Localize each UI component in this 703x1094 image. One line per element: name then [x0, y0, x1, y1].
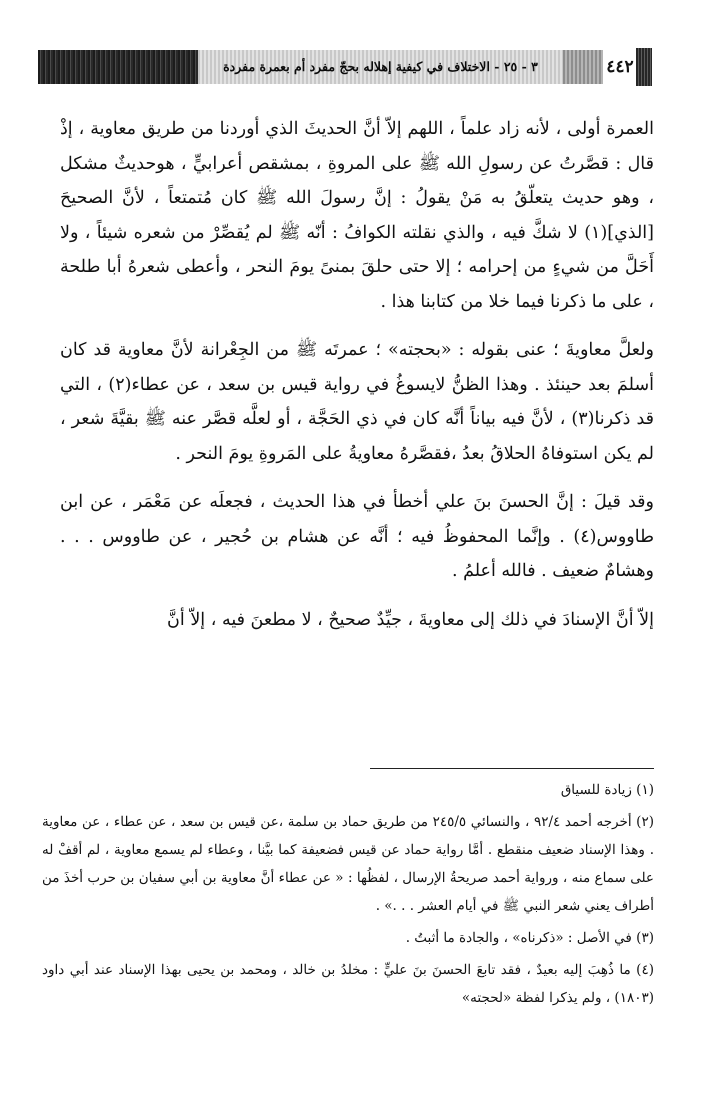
- running-header: [38, 44, 671, 88]
- footnote: (٢) أخرجه أحمد ٩٢/٤ ، والنسائي ٢٤٥/٥ من طريق حماد بن سلمة ،عن قيس بن سعد ، عن عطاء ، عن معاوية . وهذا الإسناد ضعيف منقطع . أمَّا رواية حماد عن قيس فضعيفة كما بيَّنا ، وعطاء لم يسمع معاوية ، لم أقفْ له على سماع منه ، ورواية أحمد صريحةُ الإرسال ، لفظُها : « عن عطاء أنَّ معاوية بن أبي سفيان بن حرب أخذَ من أطراف يعني شعر النبي ﷺ في أيام العشر . . .» .: [42, 814, 654, 914]
- footnotes: [42, 776, 654, 1012]
- header-ornament-right: [636, 48, 652, 86]
- page-number: ٤٤٢: [606, 57, 634, 77]
- footnote: (٤) ما ذُهِبَ إليه بعيدٌ ، فقد تابعَ الحسنَ بنَ عليٍّ : مخلدُ بن خالد ، ومحمد بن يحيى بهذا الإسناد عند أبي داود (١٨٠٣) ، ولم يذكرا لفظة «لحجته»: [42, 962, 654, 1006]
- footnote: (٣) في الأصل : «ذكرناه» ، والجادة ما أثبتُ .: [405, 930, 654, 946]
- paragraph: ولعلَّ معاويةَ ؛ عنى بقوله : «بحجته» ؛ عمرتَه ﷺ من الجِعْرانة لأنَّ معاوية قد كان أسلمَ بعد حينئذ . وهذا الظنُّ لايسوغُ في رواية قيس بن سعد ، عن عطاء(٢) ، التي قد ذكرنا(٣) ، لأنَّ فيه بياناً أنَّه كان في ذي الحَجَّة ، أو لعلَّه قصَّر عنه ﷺ بقيَّةَ شعر ، لم يكن استوفاهُ الحلاقُ بعدُ ،فقصَّرهُ معاويةُ على المَروةِ يومَ النحر .: [60, 340, 654, 464]
- footnote-divider: [370, 768, 654, 769]
- header-ornament-left: [38, 50, 198, 84]
- footnote: (١) زيادة للسياق: [560, 782, 654, 798]
- paragraph: إلاّ أنَّ الإسنادَ في ذلك إلى معاويةَ ، جيِّدٌ صحيحٌ ، لا مطعنَ فيه ، إلاّ أنَّ: [167, 609, 654, 630]
- chapter-title: ٣ - ٢٥ - الاختلاف في كيفية إهلاله بحجّ مفرد أم بعمرة مفردة: [223, 59, 538, 74]
- paragraph: وقد قيلَ : إنَّ الحسنَ بنَ علي أخطأ في هذا الحديث ، فجعلَه عن مَعْمَر ، عن ابن طاووس(٤) . وإنَّما المحفوظُ فيه ؛ أنَّه عن هشام بن حُجير ، عن طاووس . . . وهشامٌ ضعيف . فالله أعلمُ .: [60, 492, 654, 581]
- main-text: [60, 112, 654, 637]
- header-ornament-middle: [563, 50, 603, 84]
- paragraph: العمرة أولى ، لأنه زاد علماً ، اللهم إلاّ أنَّ الحديثَ الذي أوردنا من طريق معاوية ، إذْ قال : قصَّرتُ عن رسولِ الله ﷺ على المروةِ ، بمشقص أعرابيٍّ ، هوحديثٌ مشكل ، وهو حديث يتعلّقُ به مَنْ يقولُ : إنَّ رسولَ الله ﷺ كان مُتمتعاً ، لأنَّ الصحيحَ [الذي](١) لا شكَّ فيه ، والذي نقلته الكوافُ : أنّه ﷺ لم يُقصِّرْ من شعره شيئاً ، ولا أَحَلَّ من شيءٍ من إحرامه ؛ إلا حتى حلقَ بمنىً يومَ النحر ، وأعطى شعرهُ أبا طلحة ، على ما ذكرنا فيما خلا من كتابنا هذا .: [60, 119, 654, 312]
